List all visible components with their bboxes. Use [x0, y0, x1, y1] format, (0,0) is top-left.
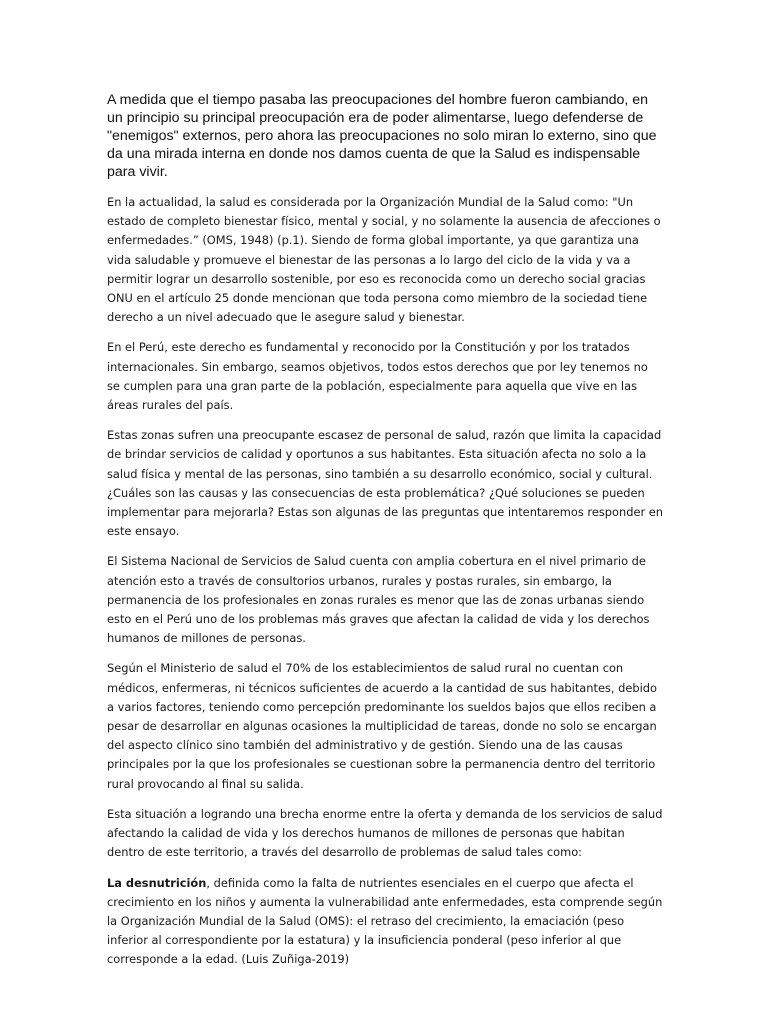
paragraph-sistema-nacional: El Sistema Nacional de Servicios de Salud cuenta con amplia cobertura en el nivel primario de atención esto a través de consultorios urbanos, rurales y postas rurales, sin embargo, la permanencia de los profesionales en zonas rurales es menor que las de zonas urbanas siendo esto en el Perú uno de los problemas más graves que afectan la calidad de vida y los derechos humanos de millones de personas. — [107, 554, 650, 646]
paragraph-brecha: Esta situación a logrando una brecha enorme entre la oferta y demanda de los servicios de salud afectando la calidad de vida y los derechos humanos de millones de personas que habitan dentro de este territorio, a través del desarrollo de problemas de salud tales como: — [107, 806, 663, 860]
paragraph-peru-derecho: En el Perú, este derecho es fundamental y reconocido por la Constitución y por los tratados internacionales. Sin embargo, seamos objetivos, todos estos derechos que por ley tenemos no se cumplen para una gran parte de la población, especialmente para aquella que vive en las áreas rurales del país. — [107, 340, 648, 413]
document-body — [107, 91, 663, 981]
paragraph-zonas-escasez: Estas zonas sufren una preocupante escasez de personal de salud, razón que limita la capacidad de brindar servicios de calidad y oportunos a sus habitantes. Esta situación afecta no solo a la salud física y mental de las personas, sino también a su desarrollo económico, social y cultural. ¿Cuáles son las causas y las consecuencias de esta problemática? ¿Qué soluciones se pueden implementar para mejorarla? Estas son algunas de las preguntas que intentaremos responder en este ensayo. — [107, 428, 663, 539]
paragraph-ministerio-salud: Según el Ministerio de salud el 70% de los establecimientos de salud rural no cuentan con médicos, enfermeras, ni técnicos suficientes de acuerdo a la cantidad de sus habitantes, debido a varios factores, teniendo como percepción predominante los sueldos bajos que ellos reciben a pesar de desarrollar en algunas ocasiones la multiplicidad de tareas, donde no solo se encargan del aspecto clínico sino también del administrativo y de gestión. Siendo una de las causas principales por la que los profesionales se cuestionan sobre la permanencia dentro del territorio rural provocando al final su salida. — [107, 661, 657, 791]
paragraph-desnutricion — [107, 874, 663, 970]
intro-paragraph: A medida que el tiempo pasaba las preocupaciones del hombre fueron cambiando, en un principio su principal preocupación era de poder alimentarse, luego defenderse de "enemigos" externos, pero ahora las preocupaciones no solo miran lo externo, sino que da una mirada interna en donde nos damos cuenta de que la Salud es indispensable para vivir. — [107, 92, 657, 180]
paragraph-salud-definicion: En la actualidad, la salud es considerada por la Organización Mundial de la Salud como: "Un estado de completo bienestar físico, mental y social, y no solamente la ausencia de afecciones o enfermedades.” (OMS, 1948) (p.1). Siendo de forma global importante, ya que garantiza una vida saludable y promueve el bienestar de las personas a lo largo del ciclo de la vida y va a permitir lograr un desarrollo sostenible, por eso es reconocida como un derecho social gracias ONU en el artículo 25 donde mencionan que toda persona como miembro de la sociedad tiene derecho a un nivel adecuado que le asegure salud y bienestar. — [107, 195, 661, 325]
bold-term-desnutricion: La desnutrición — [107, 875, 207, 890]
desnutricion-text: , definida como la falta de nutrientes esenciales en el cuerpo que afecta el crecimiento en los niños y aumenta la vulnerabilidad ante enfermedades, esta comprende según la Organización Mundial de la Salud (OMS): el retraso del crecimiento, la emaciación (peso inferior al correspondiente por la estatura) y la insuficiencia ponderal (peso inferior al que corresponde a la edad. (Luis Zuñiga-2019) — [107, 875, 663, 967]
